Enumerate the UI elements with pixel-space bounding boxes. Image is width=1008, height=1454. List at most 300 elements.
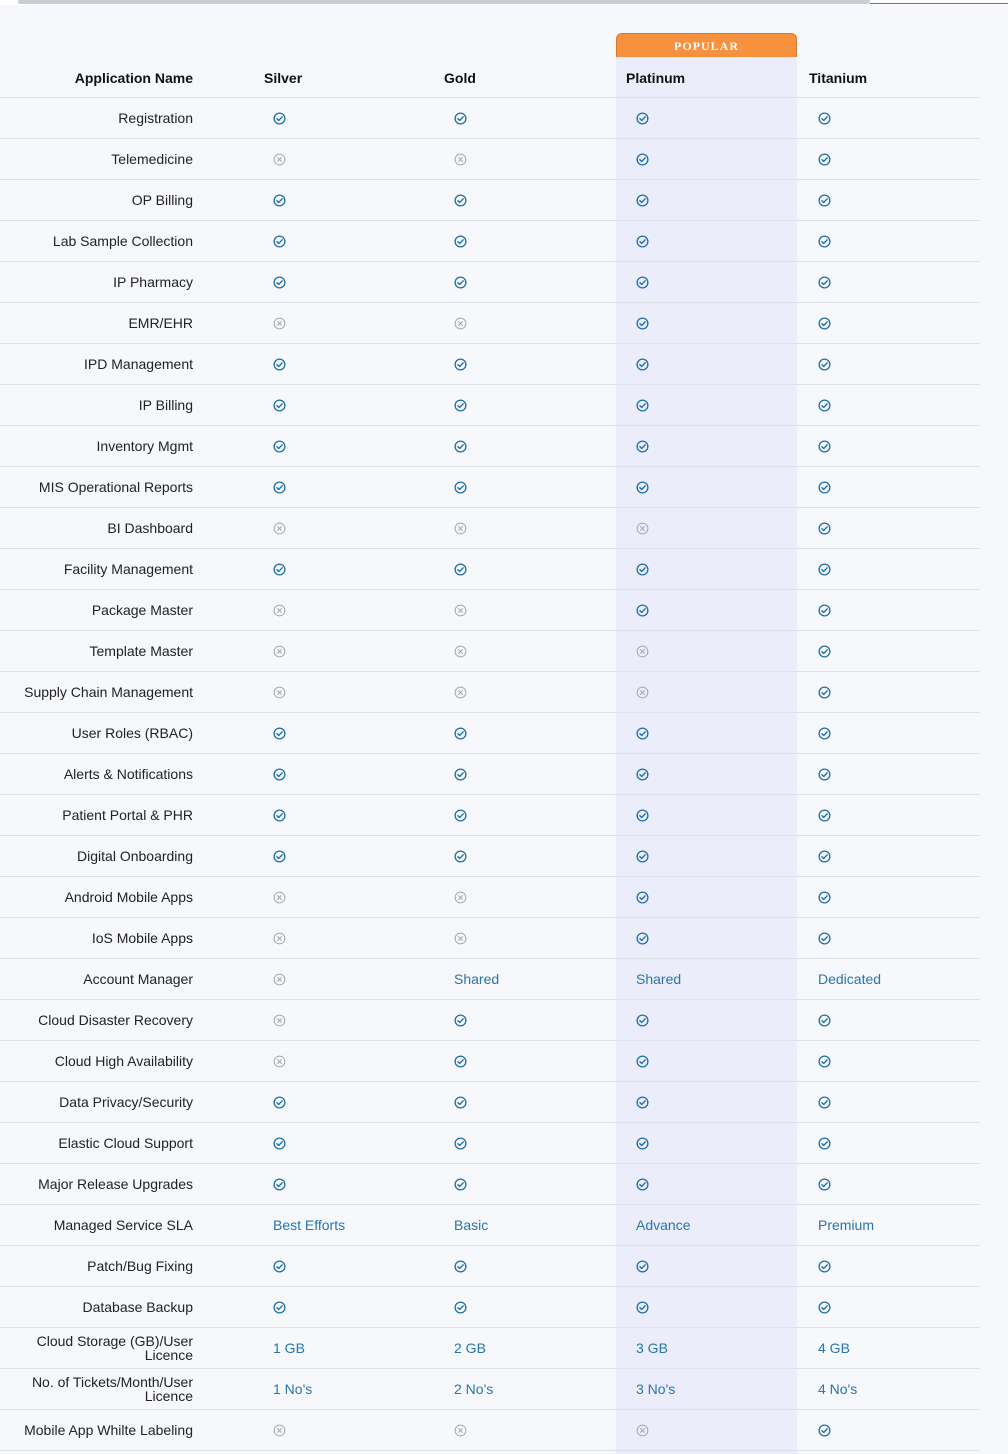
silver-excluded-cell <box>273 1041 433 1081</box>
platinum-excluded-cell <box>636 631 796 671</box>
feature-name: Cloud Disaster Recovery <box>38 1012 193 1028</box>
table-row <box>0 754 980 795</box>
feature-name: No. of Tickets/Month/User Licence <box>31 1374 193 1404</box>
platinum-value-cell <box>636 1328 796 1368</box>
silver-included-cell <box>273 262 433 302</box>
feature-name: Mobile App Whilte Labeling <box>24 1422 193 1438</box>
platinum-value-cell <box>636 959 796 999</box>
gold-excluded-cell <box>454 303 614 343</box>
platinum-included-cell <box>636 1287 796 1327</box>
table-row <box>0 1164 980 1205</box>
platinum-included-cell <box>636 918 796 958</box>
check-circle-icon <box>454 276 467 289</box>
check-circle-icon <box>273 727 286 740</box>
platinum-excluded-cell <box>636 1410 796 1450</box>
check-circle-icon <box>636 317 649 330</box>
x-circle-icon <box>454 317 467 330</box>
silver-excluded-cell <box>273 590 433 630</box>
x-circle-icon <box>454 153 467 166</box>
check-circle-icon <box>273 481 286 494</box>
table-body <box>0 98 980 1451</box>
plan-value-text: Best Efforts <box>273 1217 346 1233</box>
silver-included-cell <box>273 426 433 466</box>
plan-value-text: 1 GB <box>273 1340 305 1356</box>
platinum-included-cell <box>636 713 796 753</box>
plan-value-text: 4 GB <box>818 1340 850 1356</box>
platinum-included-cell <box>636 426 796 466</box>
table-row <box>0 303 980 344</box>
gold-value-cell <box>454 959 614 999</box>
silver-excluded-cell <box>273 1410 433 1450</box>
silver-included-cell <box>273 836 433 876</box>
gold-excluded-cell <box>454 1410 614 1450</box>
plan-value-text: 2 GB <box>454 1340 486 1356</box>
plan-value-text: Shared <box>636 971 682 987</box>
gold-included-cell <box>454 221 614 261</box>
gold-included-cell <box>454 467 614 507</box>
x-circle-icon <box>273 1055 286 1068</box>
check-circle-icon <box>818 809 831 822</box>
silver-excluded-cell <box>273 139 433 179</box>
check-circle-icon <box>636 727 649 740</box>
check-circle-icon <box>636 1301 649 1314</box>
gold-included-cell <box>454 549 614 589</box>
check-circle-icon <box>454 768 467 781</box>
feature-name: IPD Management <box>84 356 193 372</box>
check-circle-icon <box>818 891 831 904</box>
check-circle-icon <box>818 440 831 453</box>
table-row <box>0 918 980 959</box>
feature-name: Package Master <box>91 602 193 618</box>
x-circle-icon <box>273 317 286 330</box>
gold-included-cell <box>454 1000 614 1040</box>
check-circle-icon <box>818 932 831 945</box>
platinum-included-cell <box>636 385 796 425</box>
check-circle-icon <box>818 235 831 248</box>
titanium-included-cell <box>818 344 978 384</box>
x-circle-icon <box>454 891 467 904</box>
top-scroll-bar <box>0 0 1008 5</box>
gold-value-cell <box>454 1205 614 1245</box>
table-row <box>0 1246 980 1287</box>
titanium-value-cell <box>818 1328 978 1368</box>
feature-name: Elastic Cloud Support <box>58 1135 193 1151</box>
check-circle-icon <box>273 563 286 576</box>
feature-name: Android Mobile Apps <box>64 889 193 905</box>
check-circle-icon <box>273 768 286 781</box>
gold-value-cell <box>454 1369 614 1409</box>
titanium-included-cell <box>818 139 978 179</box>
platinum-included-cell <box>636 877 796 917</box>
check-circle-icon <box>454 1260 467 1273</box>
platinum-included-cell <box>636 139 796 179</box>
table-row <box>0 1123 980 1164</box>
titanium-included-cell <box>818 1164 978 1204</box>
check-circle-icon <box>273 1137 286 1150</box>
check-circle-icon <box>636 850 649 863</box>
silver-included-cell <box>273 1164 433 1204</box>
gold-included-cell <box>454 1246 614 1286</box>
check-circle-icon <box>454 1137 467 1150</box>
gold-included-cell <box>454 262 614 302</box>
table-row <box>0 98 980 139</box>
feature-name: Facility Management <box>63 561 193 577</box>
platinum-included-cell <box>636 1246 796 1286</box>
plan-value-text: 3 GB <box>636 1340 668 1356</box>
check-circle-icon <box>273 399 286 412</box>
divider-line <box>870 3 1008 4</box>
silver-included-cell <box>273 1287 433 1327</box>
gold-included-cell <box>454 1164 614 1204</box>
titanium-included-cell <box>818 180 978 220</box>
platinum-included-cell <box>636 98 796 138</box>
table-header-row <box>0 57 980 98</box>
check-circle-icon <box>636 1014 649 1027</box>
platinum-included-cell <box>636 467 796 507</box>
platinum-included-cell <box>636 1164 796 1204</box>
titanium-included-cell <box>818 303 978 343</box>
table-row <box>0 344 980 385</box>
check-circle-icon <box>273 112 286 125</box>
check-circle-icon <box>636 768 649 781</box>
gold-excluded-cell <box>454 590 614 630</box>
feature-name: OP Billing <box>131 192 193 208</box>
gold-excluded-cell <box>454 672 614 712</box>
header-titanium: Titanium <box>809 70 868 86</box>
titanium-included-cell <box>818 631 978 671</box>
check-circle-icon <box>454 809 467 822</box>
feature-name: BI Dashboard <box>107 520 193 536</box>
check-circle-icon <box>273 1301 286 1314</box>
x-circle-icon <box>454 1424 467 1437</box>
feature-name: Cloud Storage (GB)/User Licence <box>36 1333 193 1363</box>
check-circle-icon <box>454 850 467 863</box>
x-circle-icon <box>273 932 286 945</box>
platinum-excluded-cell <box>636 672 796 712</box>
gold-included-cell <box>454 713 614 753</box>
silver-excluded-cell <box>273 877 433 917</box>
check-circle-icon <box>636 932 649 945</box>
feature-name: Lab Sample Collection <box>52 233 193 249</box>
silver-included-cell <box>273 549 433 589</box>
plan-value-text: Shared <box>454 971 500 987</box>
check-circle-icon <box>636 1178 649 1191</box>
feature-name: Major Release Upgrades <box>38 1176 193 1192</box>
table-row <box>0 1369 980 1410</box>
platinum-included-cell <box>636 590 796 630</box>
check-circle-icon <box>273 1178 286 1191</box>
platinum-included-cell <box>636 262 796 302</box>
check-circle-icon <box>636 809 649 822</box>
silver-included-cell <box>273 1246 433 1286</box>
feature-name: Supply Chain Management <box>24 684 193 700</box>
platinum-included-cell <box>636 180 796 220</box>
x-circle-icon <box>636 522 649 535</box>
gold-value-cell <box>454 1328 614 1368</box>
gold-excluded-cell <box>454 139 614 179</box>
check-circle-icon <box>273 235 286 248</box>
titanium-included-cell <box>818 672 978 712</box>
table-row <box>0 508 980 549</box>
feature-name: Template Master <box>89 643 193 659</box>
check-circle-icon <box>636 194 649 207</box>
check-circle-icon <box>454 1301 467 1314</box>
table-row <box>0 713 980 754</box>
plan-value-text: Advance <box>636 1217 691 1233</box>
feature-name: IoS Mobile Apps <box>91 930 193 946</box>
silver-included-cell <box>273 754 433 794</box>
x-circle-icon <box>454 522 467 535</box>
gold-included-cell <box>454 1287 614 1327</box>
table-row <box>0 262 980 303</box>
feature-name: Cloud High Availability <box>54 1053 193 1069</box>
check-circle-icon <box>454 194 467 207</box>
feature-name: Account Manager <box>83 971 193 987</box>
feature-name: Database Backup <box>82 1299 193 1315</box>
feature-name: Data Privacy/Security <box>59 1094 193 1110</box>
gold-included-cell <box>454 385 614 425</box>
plan-value-text: Premium <box>818 1217 875 1233</box>
silver-excluded-cell <box>273 672 433 712</box>
x-circle-icon <box>273 686 286 699</box>
table-row <box>0 180 980 221</box>
feature-name: Inventory Mgmt <box>96 438 193 454</box>
plan-value-text: 2 No's <box>454 1381 494 1397</box>
titanium-included-cell <box>818 795 978 835</box>
titanium-value-cell <box>818 1205 978 1245</box>
header-application-name: Application Name <box>74 70 193 86</box>
check-circle-icon <box>818 768 831 781</box>
check-circle-icon <box>636 481 649 494</box>
check-circle-icon <box>636 1260 649 1273</box>
pricing-comparison-table <box>0 57 980 1451</box>
platinum-value-cell <box>636 1205 796 1245</box>
titanium-included-cell <box>818 262 978 302</box>
check-circle-icon <box>818 522 831 535</box>
x-circle-icon <box>454 645 467 658</box>
gold-included-cell <box>454 1123 614 1163</box>
check-circle-icon <box>636 1096 649 1109</box>
plan-value-text: Dedicated <box>818 971 882 987</box>
feature-name: Patch/Bug Fixing <box>87 1258 193 1274</box>
feature-name: Patient Portal & PHR <box>62 807 193 823</box>
check-circle-icon <box>273 1260 286 1273</box>
silver-excluded-cell <box>273 508 433 548</box>
check-circle-icon <box>818 112 831 125</box>
platinum-included-cell <box>636 754 796 794</box>
silver-excluded-cell <box>273 1000 433 1040</box>
gold-included-cell <box>454 344 614 384</box>
check-circle-icon <box>454 440 467 453</box>
titanium-included-cell <box>818 918 978 958</box>
silver-included-cell <box>273 467 433 507</box>
check-circle-icon <box>454 727 467 740</box>
table-row <box>0 672 980 713</box>
platinum-included-cell <box>636 221 796 261</box>
titanium-included-cell <box>818 1041 978 1081</box>
titanium-included-cell <box>818 1000 978 1040</box>
gold-included-cell <box>454 795 614 835</box>
check-circle-icon <box>454 1096 467 1109</box>
titanium-included-cell <box>818 1410 978 1450</box>
check-circle-icon <box>818 1096 831 1109</box>
x-circle-icon <box>273 522 286 535</box>
titanium-included-cell <box>818 754 978 794</box>
feature-name: Digital Onboarding <box>77 848 193 864</box>
table-row <box>0 1041 980 1082</box>
check-circle-icon <box>636 604 649 617</box>
table-row <box>0 836 980 877</box>
check-circle-icon <box>273 276 286 289</box>
check-circle-icon <box>636 358 649 371</box>
table-row <box>0 877 980 918</box>
check-circle-icon <box>818 686 831 699</box>
titanium-included-cell <box>818 1287 978 1327</box>
scroll-track[interactable] <box>18 0 870 4</box>
titanium-included-cell <box>818 98 978 138</box>
feature-name: MIS Operational Reports <box>38 479 193 495</box>
check-circle-icon <box>454 481 467 494</box>
check-circle-icon <box>818 563 831 576</box>
titanium-included-cell <box>818 426 978 466</box>
feature-name: Alerts & Notifications <box>63 766 193 782</box>
silver-value-cell <box>273 1205 433 1245</box>
x-circle-icon <box>454 604 467 617</box>
check-circle-icon <box>454 112 467 125</box>
x-circle-icon <box>636 1424 649 1437</box>
check-circle-icon <box>818 1014 831 1027</box>
check-circle-icon <box>273 440 286 453</box>
check-circle-icon <box>454 1055 467 1068</box>
check-circle-icon <box>454 399 467 412</box>
feature-name: IP Pharmacy <box>113 274 193 290</box>
check-circle-icon <box>273 809 286 822</box>
check-circle-icon <box>818 645 831 658</box>
table-row <box>0 139 980 180</box>
check-circle-icon <box>273 850 286 863</box>
check-circle-icon <box>818 604 831 617</box>
gold-included-cell <box>454 754 614 794</box>
header-silver: Silver <box>264 70 303 86</box>
table-row <box>0 959 980 1000</box>
table-row <box>0 1410 980 1451</box>
check-circle-icon <box>454 1178 467 1191</box>
gold-included-cell <box>454 836 614 876</box>
silver-included-cell <box>273 180 433 220</box>
check-circle-icon <box>818 1178 831 1191</box>
silver-included-cell <box>273 221 433 261</box>
silver-included-cell <box>273 713 433 753</box>
silver-value-cell <box>273 1369 433 1409</box>
titanium-included-cell <box>818 1123 978 1163</box>
titanium-included-cell <box>818 549 978 589</box>
silver-included-cell <box>273 344 433 384</box>
header-platinum: Platinum <box>626 70 686 86</box>
check-circle-icon <box>636 112 649 125</box>
check-circle-icon <box>273 358 286 371</box>
plan-value-text: Basic <box>454 1217 489 1233</box>
check-circle-icon <box>818 850 831 863</box>
silver-included-cell <box>273 98 433 138</box>
titanium-value-cell <box>818 959 978 999</box>
check-circle-icon <box>636 276 649 289</box>
platinum-included-cell <box>636 344 796 384</box>
silver-included-cell <box>273 1123 433 1163</box>
plan-value-text: 4 No's <box>818 1381 858 1397</box>
check-circle-icon <box>818 1260 831 1273</box>
titanium-included-cell <box>818 590 978 630</box>
check-circle-icon <box>636 563 649 576</box>
table-row <box>0 221 980 262</box>
check-circle-icon <box>818 153 831 166</box>
check-circle-icon <box>818 1301 831 1314</box>
silver-included-cell <box>273 795 433 835</box>
titanium-included-cell <box>818 1082 978 1122</box>
silver-excluded-cell <box>273 959 433 999</box>
check-circle-icon <box>454 235 467 248</box>
platinum-included-cell <box>636 1000 796 1040</box>
titanium-included-cell <box>818 467 978 507</box>
platinum-included-cell <box>636 1123 796 1163</box>
titanium-included-cell <box>818 713 978 753</box>
silver-value-cell <box>273 1328 433 1368</box>
check-circle-icon <box>636 153 649 166</box>
silver-included-cell <box>273 385 433 425</box>
platinum-value-cell <box>636 1369 796 1409</box>
check-circle-icon <box>818 481 831 494</box>
x-circle-icon <box>636 645 649 658</box>
table-row <box>0 1000 980 1041</box>
check-circle-icon <box>818 399 831 412</box>
table-row <box>0 385 980 426</box>
check-circle-icon <box>818 194 831 207</box>
table-row <box>0 1205 980 1246</box>
titanium-included-cell <box>818 221 978 261</box>
titanium-value-cell <box>818 1369 978 1409</box>
gold-included-cell <box>454 180 614 220</box>
gold-excluded-cell <box>454 631 614 671</box>
x-circle-icon <box>454 932 467 945</box>
titanium-included-cell <box>818 508 978 548</box>
x-circle-icon <box>273 604 286 617</box>
platinum-included-cell <box>636 303 796 343</box>
feature-name: Telemedicine <box>111 151 193 167</box>
check-circle-icon <box>818 727 831 740</box>
plan-value-text: 1 No's <box>273 1381 313 1397</box>
x-circle-icon <box>273 973 286 986</box>
silver-excluded-cell <box>273 631 433 671</box>
platinum-included-cell <box>636 549 796 589</box>
titanium-included-cell <box>818 1246 978 1286</box>
gold-excluded-cell <box>454 508 614 548</box>
check-circle-icon <box>636 1055 649 1068</box>
check-circle-icon <box>818 358 831 371</box>
check-circle-icon <box>818 317 831 330</box>
platinum-included-cell <box>636 836 796 876</box>
check-circle-icon <box>454 1014 467 1027</box>
check-circle-icon <box>818 1055 831 1068</box>
table-row <box>0 795 980 836</box>
x-circle-icon <box>273 153 286 166</box>
gold-excluded-cell <box>454 918 614 958</box>
gold-included-cell <box>454 98 614 138</box>
table-row <box>0 467 980 508</box>
check-circle-icon <box>818 1424 831 1437</box>
check-circle-icon <box>454 563 467 576</box>
platinum-included-cell <box>636 1082 796 1122</box>
table-row <box>0 549 980 590</box>
feature-name: Managed Service SLA <box>53 1217 193 1233</box>
